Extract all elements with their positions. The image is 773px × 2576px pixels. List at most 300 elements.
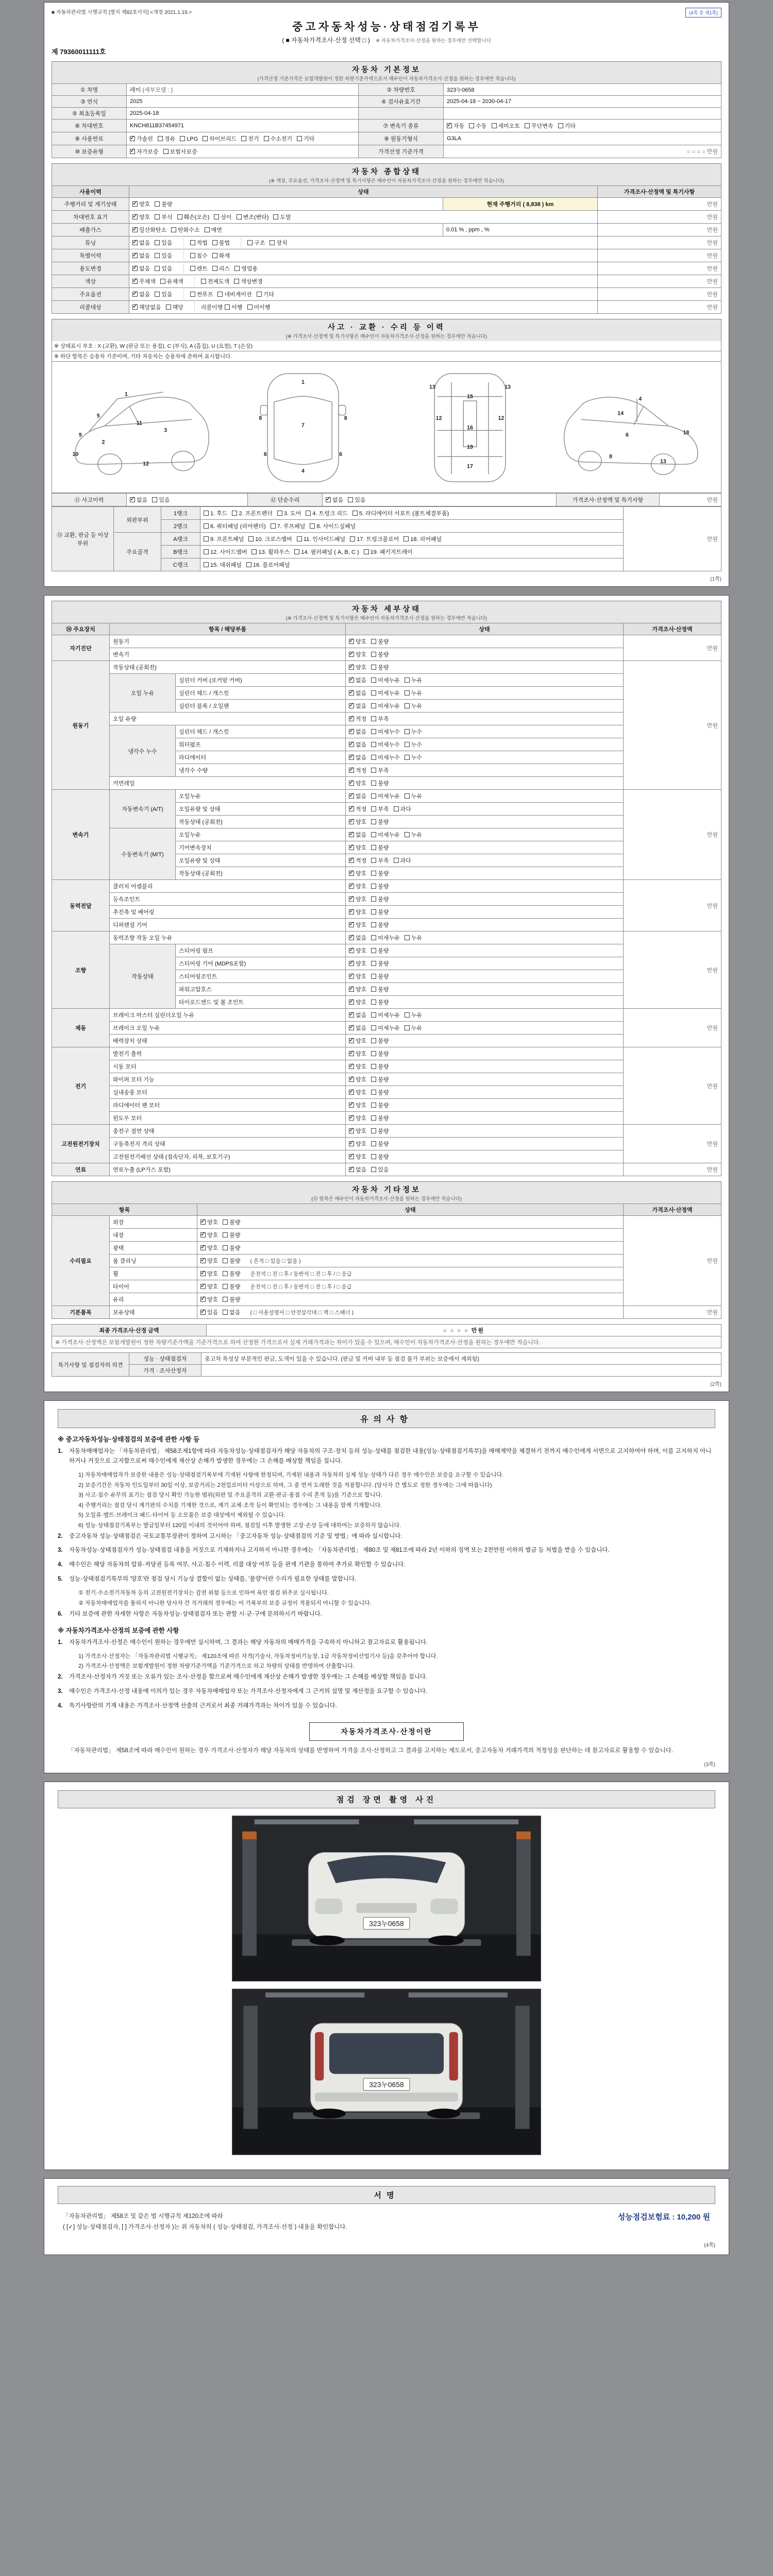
checked-box-icon[interactable] bbox=[349, 1141, 354, 1146]
checkbox-option[interactable]: 침수 bbox=[190, 251, 208, 260]
checkbox-option[interactable]: 부족 bbox=[371, 805, 389, 813]
checked-box-icon[interactable] bbox=[349, 922, 354, 927]
checkbox-option[interactable]: ✓ 양호 bbox=[349, 895, 366, 903]
checkbox-option[interactable]: ✓ 양호 bbox=[200, 1257, 218, 1265]
checked-box-icon[interactable] bbox=[132, 214, 138, 219]
unchecked-box-icon[interactable] bbox=[394, 858, 399, 863]
unchecked-box-icon[interactable] bbox=[405, 690, 410, 696]
unchecked-box-icon[interactable] bbox=[371, 948, 376, 953]
checkbox-option[interactable]: 누유 bbox=[405, 676, 422, 684]
panel-checkbox-option[interactable]: 6. 쿼터패널 (리어펜더) bbox=[204, 522, 266, 530]
checked-box-icon[interactable] bbox=[200, 1284, 206, 1289]
checked-box-icon[interactable] bbox=[132, 304, 138, 310]
checkbox-option[interactable]: ✓ 없음 bbox=[349, 934, 366, 942]
unchecked-box-icon[interactable] bbox=[248, 536, 254, 541]
checked-box-icon[interactable] bbox=[349, 1012, 354, 1018]
checkbox-option[interactable]: 기타 bbox=[558, 122, 576, 130]
checkbox-option[interactable]: 누유 bbox=[405, 831, 422, 839]
unchecked-box-icon[interactable] bbox=[404, 536, 409, 541]
unchecked-box-icon[interactable] bbox=[371, 781, 376, 786]
checkbox-option[interactable]: 과다 bbox=[394, 805, 411, 813]
checked-box-icon[interactable] bbox=[132, 292, 138, 297]
checkbox-option[interactable]: 네비게이션 bbox=[217, 290, 251, 298]
unchecked-box-icon[interactable] bbox=[469, 123, 474, 128]
checkbox-option[interactable]: 장치 bbox=[270, 239, 287, 247]
unchecked-box-icon[interactable] bbox=[241, 136, 246, 141]
unchecked-box-icon[interactable] bbox=[273, 214, 278, 219]
checked-box-icon[interactable] bbox=[349, 909, 354, 914]
checkbox-option[interactable]: ✓ 해당없음 bbox=[132, 303, 161, 311]
checkbox-option[interactable]: 불량 bbox=[155, 200, 172, 208]
checkbox-option[interactable]: ✓ 양호 bbox=[349, 1049, 366, 1058]
unchecked-box-icon[interactable] bbox=[277, 511, 282, 516]
checkbox-option[interactable]: 불량 bbox=[223, 1218, 240, 1226]
checked-box-icon[interactable] bbox=[349, 935, 354, 940]
unchecked-box-icon[interactable] bbox=[371, 858, 376, 863]
checkbox-option[interactable]: ✓ 일산화탄소 bbox=[132, 226, 166, 234]
unchecked-box-icon[interactable] bbox=[405, 729, 410, 734]
unchecked-box-icon[interactable] bbox=[371, 1090, 376, 1095]
checkbox-option[interactable]: 불량 bbox=[371, 1153, 389, 1161]
panel-checkbox-option[interactable]: 9. 프론트패널 bbox=[204, 535, 244, 543]
checkbox-option[interactable]: ✓ 양호 bbox=[200, 1218, 218, 1226]
checkbox-option[interactable]: ✓ 양호 bbox=[200, 1231, 218, 1239]
checkbox-option[interactable]: 불량 bbox=[371, 985, 389, 993]
unchecked-box-icon[interactable] bbox=[204, 549, 209, 554]
unchecked-box-icon[interactable] bbox=[371, 961, 376, 966]
checked-box-icon[interactable] bbox=[132, 266, 138, 271]
unchecked-box-icon[interactable] bbox=[371, 999, 376, 1005]
checkbox-option[interactable]: ✓ 없음 bbox=[349, 792, 366, 800]
checkbox-option[interactable]: 불량 bbox=[371, 637, 389, 646]
checked-box-icon[interactable] bbox=[132, 227, 138, 232]
panel-checkbox-option[interactable]: 12. 사이드멤버 bbox=[204, 548, 247, 556]
unchecked-box-icon[interactable] bbox=[155, 240, 160, 245]
checkbox-option[interactable]: 무단변속 bbox=[525, 122, 553, 130]
checkbox-option[interactable]: ✓ 양호 bbox=[349, 637, 366, 646]
checkbox-option[interactable]: 불량 bbox=[223, 1295, 240, 1303]
checkbox-option[interactable]: ✓ 양호 bbox=[132, 200, 150, 208]
unchecked-box-icon[interactable] bbox=[212, 266, 217, 271]
unchecked-box-icon[interactable] bbox=[251, 549, 257, 554]
panel-checkbox-option[interactable]: 11. 인사이드패널 bbox=[297, 535, 345, 543]
checkbox-option[interactable]: 불량 bbox=[371, 882, 389, 890]
checkbox-option[interactable]: ✓ 양호 bbox=[349, 1140, 366, 1148]
checkbox-option[interactable]: ✓ 없음 bbox=[349, 831, 366, 839]
unchecked-box-icon[interactable] bbox=[217, 292, 223, 297]
checked-box-icon[interactable] bbox=[349, 832, 354, 837]
unchecked-box-icon[interactable] bbox=[405, 677, 410, 683]
checkbox-option[interactable]: 미세누유 bbox=[371, 934, 400, 942]
unchecked-box-icon[interactable] bbox=[350, 536, 355, 541]
unchecked-box-icon[interactable] bbox=[234, 279, 239, 284]
checkbox-option[interactable]: 부식 bbox=[155, 213, 172, 221]
checkbox-option[interactable]: 미이행 bbox=[247, 303, 271, 311]
unchecked-box-icon[interactable] bbox=[371, 1141, 376, 1146]
unchecked-box-icon[interactable] bbox=[155, 266, 160, 271]
unchecked-box-icon[interactable] bbox=[205, 227, 210, 232]
panel-checkbox-option[interactable]: 7. 루프패널 bbox=[271, 522, 306, 530]
checkbox-option[interactable]: 불량 bbox=[371, 843, 389, 852]
checkbox-option[interactable]: ✓ 자가보증 bbox=[130, 147, 159, 156]
unchecked-box-icon[interactable] bbox=[180, 136, 185, 141]
unchecked-box-icon[interactable] bbox=[371, 1064, 376, 1069]
checkbox-option[interactable]: ✓ 없음 bbox=[326, 496, 343, 504]
unchecked-box-icon[interactable] bbox=[371, 768, 376, 773]
checkbox-option[interactable]: 있음 bbox=[371, 1165, 389, 1174]
checkbox-option[interactable]: ✓ 양호 bbox=[349, 663, 366, 671]
checkbox-option[interactable]: 불량 bbox=[223, 1231, 240, 1239]
checked-box-icon[interactable] bbox=[200, 1219, 206, 1225]
unchecked-box-icon[interactable] bbox=[225, 304, 230, 310]
checkbox-option[interactable]: 화재 bbox=[212, 251, 230, 260]
checkbox-option[interactable]: ✓ 양호 bbox=[349, 985, 366, 993]
unchecked-box-icon[interactable] bbox=[297, 136, 302, 141]
checkbox-option[interactable]: 과다 bbox=[394, 856, 411, 865]
unchecked-box-icon[interactable] bbox=[405, 1012, 410, 1018]
checkbox-option[interactable]: 수동 bbox=[469, 122, 486, 130]
checkbox-option[interactable]: ✓ 없음 bbox=[132, 290, 150, 298]
unchecked-box-icon[interactable] bbox=[371, 845, 376, 850]
checkbox-option[interactable]: 불량 bbox=[223, 1244, 240, 1252]
unchecked-box-icon[interactable] bbox=[525, 123, 530, 128]
unchecked-box-icon[interactable] bbox=[171, 227, 176, 232]
unchecked-box-icon[interactable] bbox=[204, 523, 209, 529]
checkbox-option[interactable]: 부족 bbox=[371, 715, 389, 723]
panel-checkbox-option[interactable]: 17. 트렁크플로어 bbox=[350, 535, 399, 543]
checked-box-icon[interactable] bbox=[349, 871, 354, 876]
panel-checkbox-option[interactable]: 19. 패키지트레이 bbox=[364, 548, 413, 556]
unchecked-box-icon[interactable] bbox=[223, 1297, 228, 1302]
unchecked-box-icon[interactable] bbox=[405, 703, 410, 708]
checkbox-option[interactable]: ✓ 양호 bbox=[349, 921, 366, 929]
checkbox-option[interactable]: 있음 bbox=[155, 264, 172, 273]
checkbox-option[interactable]: 누유 bbox=[405, 702, 422, 710]
unchecked-box-icon[interactable] bbox=[223, 1258, 228, 1263]
checked-box-icon[interactable] bbox=[349, 974, 354, 979]
checkbox-option[interactable]: 세미오토 bbox=[492, 122, 520, 130]
checkbox-option[interactable]: 있음 bbox=[155, 239, 172, 247]
checked-box-icon[interactable] bbox=[349, 652, 354, 657]
checked-box-icon[interactable] bbox=[349, 987, 354, 992]
checked-box-icon[interactable] bbox=[349, 896, 354, 902]
checkbox-option[interactable]: ✓ 양호 bbox=[132, 213, 150, 221]
checkbox-option[interactable]: ✓ 양호 bbox=[349, 882, 366, 890]
checkbox-option[interactable]: 기타 bbox=[297, 134, 314, 143]
unchecked-box-icon[interactable] bbox=[190, 253, 195, 258]
unchecked-box-icon[interactable] bbox=[405, 1025, 410, 1030]
checkbox-option[interactable]: 누유 bbox=[405, 1024, 422, 1032]
checkbox-option[interactable]: 불량 bbox=[371, 1062, 389, 1071]
checkbox-option[interactable]: 불량 bbox=[371, 1037, 389, 1045]
panel-checkbox-option[interactable]: 10. 크로스멤버 bbox=[248, 535, 292, 543]
checkbox-option[interactable]: 전체도색 bbox=[201, 277, 230, 285]
checkbox-option[interactable]: 불량 bbox=[223, 1269, 240, 1278]
checkbox-option[interactable]: 불량 bbox=[371, 1127, 389, 1135]
panel-checkbox-option[interactable]: 15. 대쉬패널 bbox=[204, 561, 242, 569]
checkbox-option[interactable]: 탄화수소 bbox=[171, 226, 200, 234]
checked-box-icon[interactable] bbox=[130, 136, 135, 141]
checkbox-option[interactable]: 부족 bbox=[371, 766, 389, 774]
unchecked-box-icon[interactable] bbox=[223, 1219, 228, 1225]
checkbox-option[interactable]: ✓ 적정 bbox=[349, 715, 366, 723]
unchecked-box-icon[interactable] bbox=[155, 292, 160, 297]
checked-box-icon[interactable] bbox=[132, 279, 138, 284]
unchecked-box-icon[interactable] bbox=[190, 240, 195, 245]
checkbox-option[interactable]: 불량 bbox=[371, 972, 389, 980]
checkbox-option[interactable]: 미세누유 bbox=[371, 792, 400, 800]
unchecked-box-icon[interactable] bbox=[352, 511, 358, 516]
checkbox-option[interactable]: ✓ 없음 bbox=[349, 727, 366, 736]
checkbox-option[interactable]: 이행 bbox=[225, 303, 242, 311]
checkbox-option[interactable]: ✓ 양호 bbox=[349, 779, 366, 787]
checked-box-icon[interactable] bbox=[349, 1115, 354, 1121]
checkbox-option[interactable]: ✓ 없음 bbox=[132, 239, 150, 247]
checkbox-option[interactable]: 불량 bbox=[371, 921, 389, 929]
checkbox-option[interactable]: ✓ 양호 bbox=[349, 843, 366, 852]
checkbox-option[interactable]: 색상변경 bbox=[234, 277, 263, 285]
unchecked-box-icon[interactable] bbox=[371, 1077, 376, 1082]
unchecked-box-icon[interactable] bbox=[371, 1051, 376, 1056]
unchecked-box-icon[interactable] bbox=[160, 279, 165, 284]
checkbox-option[interactable]: 있음 bbox=[155, 251, 172, 260]
unchecked-box-icon[interactable] bbox=[270, 240, 275, 245]
checkbox-option[interactable]: ✓ 양호 bbox=[349, 946, 366, 955]
panel-checkbox-option[interactable]: 5. 라디에이터 서포트 (볼트체결부품) bbox=[352, 509, 449, 517]
checkbox-option[interactable]: 누수 bbox=[405, 727, 422, 736]
checkbox-option[interactable]: 불량 bbox=[371, 663, 389, 671]
unchecked-box-icon[interactable] bbox=[223, 1271, 228, 1276]
unchecked-box-icon[interactable] bbox=[371, 742, 376, 747]
checkbox-option[interactable]: 리스 bbox=[212, 264, 230, 273]
checkbox-option[interactable]: 불량 bbox=[223, 1257, 240, 1265]
checkbox-option[interactable]: ✓ 양호 bbox=[349, 1127, 366, 1135]
checkbox-option[interactable]: 변조(변타) bbox=[237, 213, 269, 221]
unchecked-box-icon[interactable] bbox=[166, 304, 171, 310]
unchecked-box-icon[interactable] bbox=[257, 292, 262, 297]
checked-box-icon[interactable] bbox=[349, 690, 354, 696]
unchecked-box-icon[interactable] bbox=[371, 729, 376, 734]
checked-box-icon[interactable] bbox=[349, 1051, 354, 1056]
unchecked-box-icon[interactable] bbox=[371, 974, 376, 979]
checked-box-icon[interactable] bbox=[200, 1310, 206, 1315]
checkbox-option[interactable]: ✓ 양호 bbox=[200, 1244, 218, 1252]
unchecked-box-icon[interactable] bbox=[371, 639, 376, 644]
checked-box-icon[interactable] bbox=[349, 1038, 354, 1043]
unchecked-box-icon[interactable] bbox=[155, 214, 160, 219]
unchecked-box-icon[interactable] bbox=[223, 1232, 228, 1238]
checkbox-option[interactable]: 있음 bbox=[155, 290, 172, 298]
unchecked-box-icon[interactable] bbox=[371, 1012, 376, 1018]
checkbox-option[interactable]: 있음 bbox=[152, 496, 170, 504]
panel-checkbox-option[interactable]: 16. 플로어패널 bbox=[246, 561, 290, 569]
checked-box-icon[interactable] bbox=[447, 123, 452, 128]
checkbox-option[interactable]: ✓ 양호 bbox=[349, 818, 366, 826]
unchecked-box-icon[interactable] bbox=[223, 1310, 228, 1315]
checkbox-option[interactable]: 부족 bbox=[371, 856, 389, 865]
checkbox-option[interactable]: ✓ 양호 bbox=[349, 1101, 366, 1109]
unchecked-box-icon[interactable] bbox=[371, 922, 376, 927]
checked-box-icon[interactable] bbox=[349, 1077, 354, 1082]
checked-box-icon[interactable] bbox=[349, 1090, 354, 1095]
checkbox-option[interactable]: ✓ 없음 bbox=[349, 753, 366, 761]
unchecked-box-icon[interactable] bbox=[405, 742, 410, 747]
unchecked-box-icon[interactable] bbox=[264, 136, 269, 141]
unchecked-box-icon[interactable] bbox=[190, 292, 195, 297]
panel-checkbox-option[interactable]: 4. 트렁크 리드 bbox=[306, 509, 347, 517]
checked-box-icon[interactable] bbox=[349, 948, 354, 953]
checked-box-icon[interactable] bbox=[132, 240, 138, 245]
checked-box-icon[interactable] bbox=[349, 1103, 354, 1108]
unchecked-box-icon[interactable] bbox=[371, 884, 376, 889]
checked-box-icon[interactable] bbox=[200, 1271, 206, 1276]
checkbox-option[interactable]: 누수 bbox=[405, 740, 422, 749]
checkbox-option[interactable]: ✓ 양호 bbox=[200, 1269, 218, 1278]
panel-checkbox-option[interactable]: 2. 프론트펜더 bbox=[232, 509, 272, 517]
checked-box-icon[interactable] bbox=[349, 845, 354, 850]
checkbox-option[interactable]: 불량 bbox=[371, 1075, 389, 1083]
checkbox-option[interactable]: 없음 bbox=[223, 1308, 240, 1316]
checkbox-option[interactable]: 매연 bbox=[205, 226, 222, 234]
unchecked-box-icon[interactable] bbox=[310, 523, 315, 529]
checkbox-option[interactable]: 미세누수 bbox=[371, 753, 400, 761]
unchecked-box-icon[interactable] bbox=[201, 279, 206, 284]
unchecked-box-icon[interactable] bbox=[371, 1115, 376, 1121]
checkbox-option[interactable]: ✓ 적정 bbox=[349, 766, 366, 774]
checked-box-icon[interactable] bbox=[349, 1025, 354, 1030]
checkbox-option[interactable]: 훼손(오손) bbox=[177, 213, 210, 221]
checkbox-option[interactable]: 누유 bbox=[405, 1011, 422, 1019]
checked-box-icon[interactable] bbox=[349, 1064, 354, 1069]
unchecked-box-icon[interactable] bbox=[232, 511, 237, 516]
unchecked-box-icon[interactable] bbox=[223, 1245, 228, 1250]
checked-box-icon[interactable] bbox=[349, 961, 354, 966]
checked-box-icon[interactable] bbox=[349, 665, 354, 670]
checkbox-option[interactable]: ✓ 양호 bbox=[349, 1037, 366, 1045]
checkbox-option[interactable]: 보험사보증 bbox=[163, 147, 197, 156]
checkbox-option[interactable]: 불량 bbox=[371, 1114, 389, 1122]
checkbox-option[interactable]: LPG bbox=[180, 136, 198, 142]
checked-box-icon[interactable] bbox=[349, 768, 354, 773]
checked-box-icon[interactable] bbox=[200, 1297, 206, 1302]
checkbox-option[interactable]: 유채색 bbox=[160, 277, 183, 285]
checkbox-option[interactable]: ✓ 양호 bbox=[200, 1295, 218, 1303]
unchecked-box-icon[interactable] bbox=[371, 652, 376, 657]
checked-box-icon[interactable] bbox=[349, 1128, 354, 1133]
checked-box-icon[interactable] bbox=[349, 781, 354, 786]
panel-checkbox-option[interactable]: 3. 도어 bbox=[277, 509, 301, 517]
unchecked-box-icon[interactable] bbox=[246, 562, 251, 567]
checkbox-option[interactable]: 렌트 bbox=[190, 264, 208, 273]
checkbox-option[interactable]: 상이 bbox=[214, 213, 231, 221]
unchecked-box-icon[interactable] bbox=[297, 536, 302, 541]
checked-box-icon[interactable] bbox=[349, 755, 354, 760]
checked-box-icon[interactable] bbox=[349, 703, 354, 708]
checkbox-option[interactable]: ✓ 적정 bbox=[349, 805, 366, 813]
checkbox-option[interactable]: 미세누수 bbox=[371, 740, 400, 749]
checkbox-option[interactable]: 썬루프 bbox=[190, 290, 213, 298]
checked-box-icon[interactable] bbox=[200, 1245, 206, 1250]
unchecked-box-icon[interactable] bbox=[371, 665, 376, 670]
checkbox-option[interactable]: ✓ 양호 bbox=[349, 1075, 366, 1083]
unchecked-box-icon[interactable] bbox=[405, 832, 410, 837]
unchecked-box-icon[interactable] bbox=[371, 987, 376, 992]
checkbox-option[interactable]: ✓ 양호 bbox=[349, 972, 366, 980]
unchecked-box-icon[interactable] bbox=[212, 253, 217, 258]
checked-box-icon[interactable] bbox=[326, 497, 331, 502]
checkbox-option[interactable]: ✓ 양호 bbox=[349, 959, 366, 968]
checkbox-option[interactable]: 구조 bbox=[247, 239, 265, 247]
checked-box-icon[interactable] bbox=[349, 716, 354, 721]
checkbox-option[interactable]: 누유 bbox=[405, 792, 422, 800]
checkbox-option[interactable]: 불량 bbox=[371, 946, 389, 955]
unchecked-box-icon[interactable] bbox=[394, 806, 399, 811]
checkbox-option[interactable]: ✓ 없음 bbox=[130, 496, 147, 504]
checked-box-icon[interactable] bbox=[349, 1154, 354, 1159]
unchecked-box-icon[interactable] bbox=[371, 896, 376, 902]
checkbox-option[interactable]: ✓ 양호 bbox=[349, 1114, 366, 1122]
unchecked-box-icon[interactable] bbox=[247, 304, 253, 310]
checked-box-icon[interactable] bbox=[349, 729, 354, 734]
checkbox-option[interactable]: ✓ 없음 bbox=[349, 1024, 366, 1032]
price-survey-select-option[interactable]: ( ■ 자동차가격조사·산정 선택 □ ) bbox=[282, 37, 370, 44]
unchecked-box-icon[interactable] bbox=[371, 677, 376, 683]
checkbox-option[interactable]: 미세누유 bbox=[371, 702, 400, 710]
checked-box-icon[interactable] bbox=[349, 639, 354, 644]
checked-box-icon[interactable] bbox=[349, 1167, 354, 1172]
panel-checkbox-option[interactable]: 8. 사이드실패널 bbox=[310, 522, 356, 530]
checkbox-option[interactable]: ✓ 적정 bbox=[349, 856, 366, 865]
checkbox-option[interactable]: 불량 bbox=[371, 1088, 389, 1096]
unchecked-box-icon[interactable] bbox=[234, 266, 240, 271]
checkbox-option[interactable]: ✓ 무채색 bbox=[132, 277, 156, 285]
checkbox-option[interactable]: 불량 bbox=[371, 779, 389, 787]
unchecked-box-icon[interactable] bbox=[152, 497, 157, 502]
checkbox-option[interactable]: ✓ 없음 bbox=[349, 689, 366, 697]
checkbox-option[interactable]: 하이브리드 bbox=[203, 134, 237, 143]
checkbox-option[interactable]: 불량 bbox=[371, 650, 389, 658]
checkbox-option[interactable]: 불량 bbox=[371, 1049, 389, 1058]
checkbox-option[interactable]: 불량 bbox=[223, 1282, 240, 1291]
unchecked-box-icon[interactable] bbox=[371, 1038, 376, 1043]
unchecked-box-icon[interactable] bbox=[405, 793, 410, 799]
unchecked-box-icon[interactable] bbox=[155, 201, 160, 207]
unchecked-box-icon[interactable] bbox=[158, 136, 163, 141]
checkbox-option[interactable]: ✓ 가솔린 bbox=[130, 134, 153, 143]
checkbox-option[interactable]: ✓ 없음 bbox=[349, 740, 366, 749]
checkbox-option[interactable]: 적법 bbox=[190, 239, 208, 247]
checkbox-option[interactable]: 누수 bbox=[405, 753, 422, 761]
checked-box-icon[interactable] bbox=[349, 999, 354, 1005]
panel-checkbox-option[interactable]: 1. 후드 bbox=[204, 509, 227, 517]
checkbox-option[interactable]: ✓ 양호 bbox=[349, 1088, 366, 1096]
unchecked-box-icon[interactable] bbox=[371, 935, 376, 940]
unchecked-box-icon[interactable] bbox=[364, 549, 369, 554]
checkbox-option[interactable]: ✓ 양호 bbox=[200, 1282, 218, 1291]
unchecked-box-icon[interactable] bbox=[371, 909, 376, 914]
checkbox-option[interactable]: 도말 bbox=[273, 213, 291, 221]
checked-box-icon[interactable] bbox=[349, 793, 354, 799]
checkbox-option[interactable]: ✓ 없음 bbox=[349, 1165, 366, 1174]
checked-box-icon[interactable] bbox=[200, 1232, 206, 1238]
checkbox-option[interactable]: 있음 bbox=[348, 496, 365, 504]
checkbox-option[interactable]: 불량 bbox=[371, 895, 389, 903]
panel-checkbox-option[interactable]: 13. 휠하우스 bbox=[251, 548, 290, 556]
checked-box-icon[interactable] bbox=[349, 742, 354, 747]
checked-box-icon[interactable] bbox=[349, 858, 354, 863]
unchecked-box-icon[interactable] bbox=[371, 1025, 376, 1030]
unchecked-box-icon[interactable] bbox=[223, 1284, 228, 1289]
